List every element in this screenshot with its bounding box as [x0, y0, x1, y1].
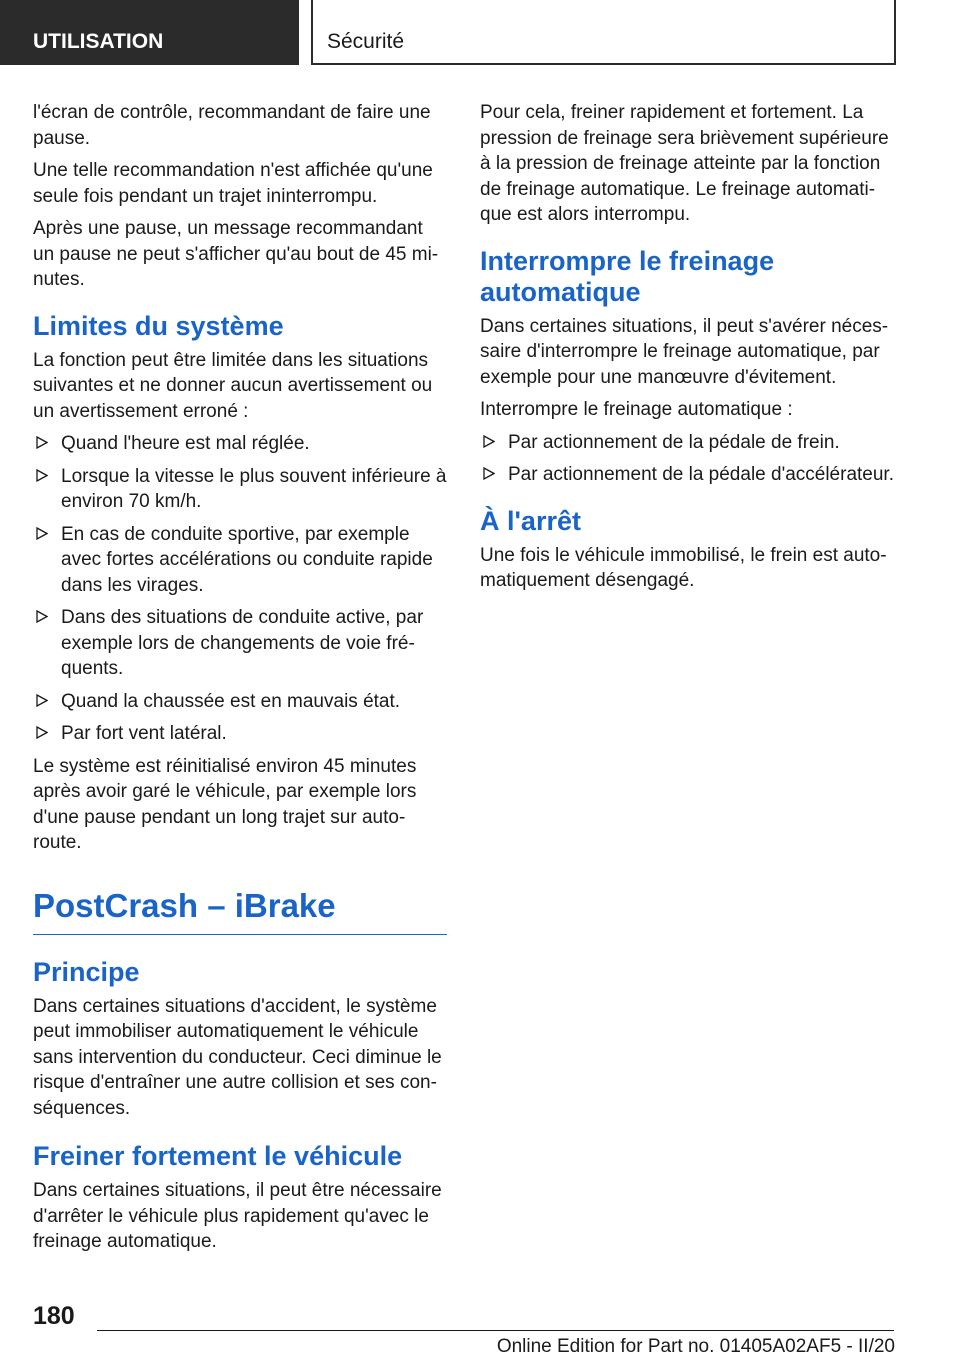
- paragraph: Dans certaines situations d'accident, le système peut immobiliser automatiquement le véhicule sans intervention du conducteur. Ceci diminue le risque d'entraîner une autre collision et ses con‐séquences.: [33, 995, 442, 1119]
- list-item-text: Dans des situations de conduite active, par exemple lors de changements de voie fré‐quents.: [61, 607, 424, 679]
- paragraph: Une telle recommandation n'est affichée qu'une seule fois pendant un trajet ininterrompu.: [33, 160, 433, 207]
- list-item-text: Par actionnement de la pédale d'accélérateur.: [508, 464, 894, 485]
- chapter-title: Sécurité: [327, 30, 405, 53]
- list-item-text: Par actionnement de la pédale de frein.: [508, 431, 840, 453]
- list-item-text: Lorsque la vitesse le plus souvent inférieure à environ 70 km/h.: [61, 465, 447, 512]
- interrupt-list: [480, 430, 900, 488]
- list-item-text: Quand la chaussée est en mauvais état.: [61, 690, 401, 712]
- left-column: [33, 100, 447, 1262]
- list-item: [33, 721, 447, 747]
- list-item: [33, 464, 447, 515]
- triangle-right-outline-icon: [483, 435, 495, 448]
- triangle-right-outline-icon: [36, 610, 48, 623]
- triangle-right-outline-icon: [483, 467, 495, 480]
- paragraph: Le système est réinitialisé environ 45 minutes après avoir garé le véhicule, par exemple lors d'une pause pendant un long trajet sur auto‐route.: [33, 755, 417, 853]
- section-tab: [0, 0, 299, 65]
- paragraph: Après une pause, un message recommandant un pause ne peut s'afficher qu'au bout de 45 mi‐nutes.: [33, 218, 439, 290]
- triangle-right-outline-icon: [36, 694, 48, 707]
- list-item: [33, 605, 447, 682]
- list-item-text: Quand l'heure est mal réglée.: [61, 433, 310, 454]
- list-item: [480, 430, 900, 456]
- heading-interrompre: Interrompre le freinage automatique: [480, 245, 775, 307]
- section-title: UTILISATION: [33, 30, 164, 53]
- heading-principe: Principe: [33, 956, 140, 987]
- list-item-text: En cas de conduite sportive, par exemple avec fortes accélérations ou conduite rapide dans les virages.: [61, 523, 433, 596]
- heading-freiner: Freiner fortement le véhicule: [33, 1141, 403, 1171]
- list-item-text: Par fort vent latéral.: [61, 723, 227, 744]
- paragraph: Interrompre le freinage automatique :: [480, 399, 793, 420]
- heading-postcrash: PostCrash – iBrake: [33, 886, 447, 935]
- paragraph: Une fois le véhicule immobilisé, le frein est auto‐matiquement désengagé.: [480, 544, 887, 591]
- triangle-right-outline-icon: [36, 436, 48, 449]
- list-item: [33, 522, 447, 599]
- footer-divider: [97, 1330, 894, 1331]
- list-item: [33, 689, 447, 715]
- limitations-list: [33, 431, 447, 747]
- heading-limites: Limites du système: [33, 310, 284, 341]
- triangle-right-outline-icon: [36, 469, 48, 482]
- list-item: [480, 462, 900, 488]
- right-column: [480, 100, 900, 601]
- triangle-right-outline-icon: [36, 527, 48, 540]
- footer-edition: Online Edition for Part no. 01405A02AF5 - II/20: [496, 1336, 895, 1357]
- chapter-tab: [311, 0, 896, 65]
- list-item: [33, 431, 447, 457]
- page-number: 180: [33, 1302, 75, 1330]
- paragraph: Pour cela, freiner rapidement et fortement. La pression de freinage sera brièvement supérieure à la pression de freinage atteinte par la fonction de freinage automatique. Le freinage automati‐que est alors interrompu.: [480, 102, 889, 225]
- heading-arret: À l'arrêt: [480, 505, 581, 536]
- triangle-right-outline-icon: [36, 726, 48, 739]
- paragraph: l'écran de contrôle, recommandant de faire une pause.: [33, 102, 431, 149]
- paragraph: Dans certaines situations, il peut s'avérer néces‐saire d'interrompre le freinage automatique, par exemple pour une manœuvre d'évitement.: [480, 315, 889, 388]
- paragraph: Dans certaines situations, il peut être nécessaire d'arrêter le véhicule plus rapidement qu'avec le freinage automatique.: [33, 1180, 442, 1252]
- paragraph: La fonction peut être limitée dans les situations suivantes et ne donner aucun avertissement ou un avertissement erroné :: [33, 349, 433, 422]
